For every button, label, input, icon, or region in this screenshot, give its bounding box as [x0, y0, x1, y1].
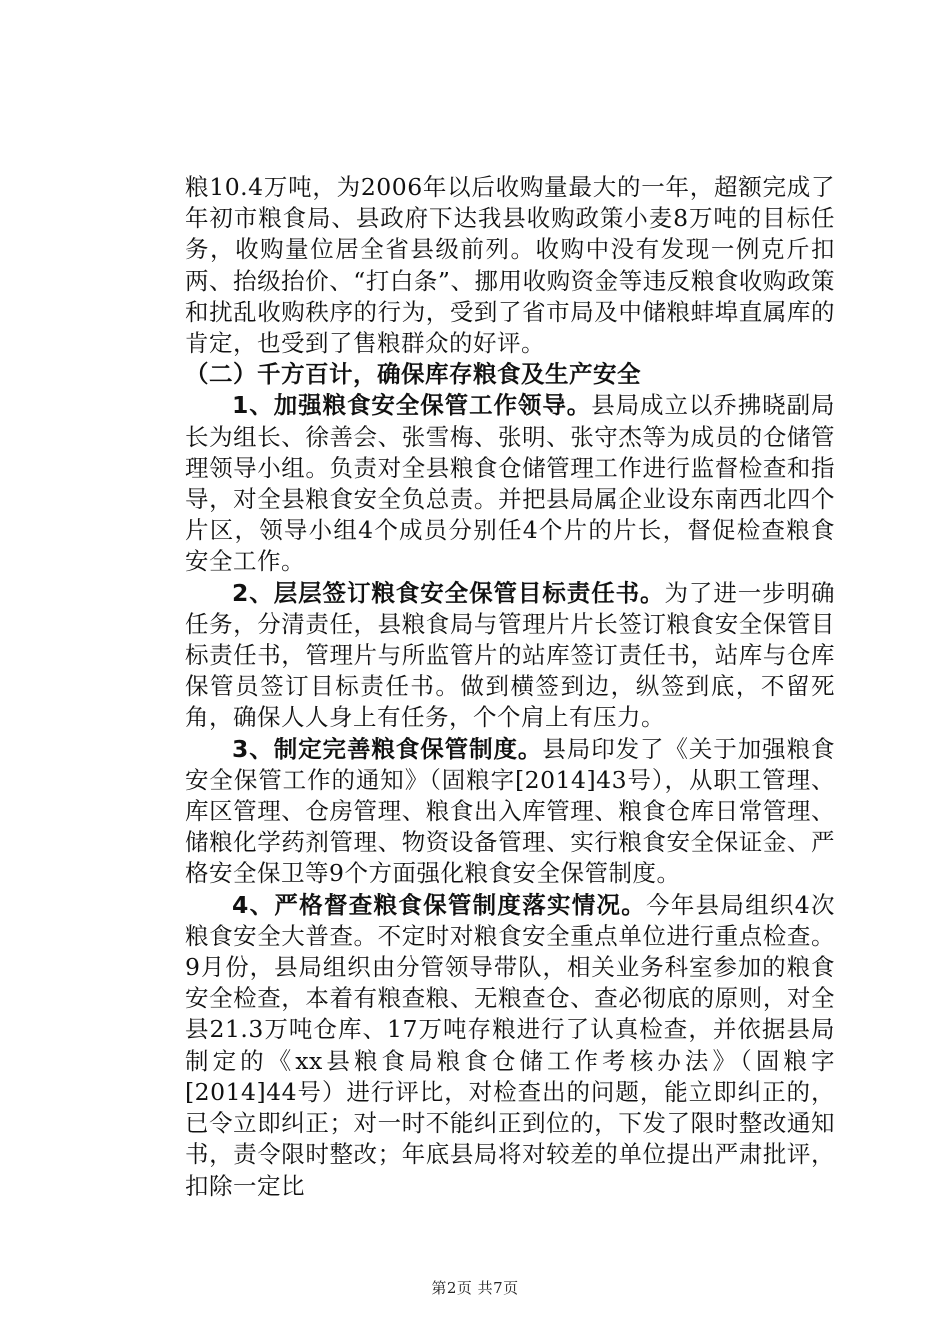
document-body [185, 172, 835, 1202]
item-4-lead: 4、严格督查粮食保管制度落实情况。 [232, 890, 647, 919]
item-2-lead: 2、层层签订粮食安全保管目标责任书。 [232, 578, 665, 607]
item-3-lead: 3、制定完善粮食保管制度。 [232, 734, 543, 763]
item-1-lead: 1、加强粮食安全保管工作领导。 [232, 391, 592, 420]
paragraph-item-4 [185, 890, 835, 1202]
paragraph-item-2 [185, 578, 835, 734]
paragraph-intro: 粮10.4万吨，为2006年以后收购量最大的一年，超额完成了年初市粮食局、县政府下达我县收购政策小麦8万吨的目标任务，收购量位居全省县级前列。收购中没有发现一例克斤扣两、抬级抬价、“打白条”、挪用收购资金等违反粮食收购政策和扰乱收购秩序的行为，受到了省市局及中储粮蚌埠直属库的肯定，也受到了售粮群众的好评。 [185, 173, 835, 358]
paragraph-item-1 [185, 390, 835, 577]
item-1-body: 县局成立以乔拂晓副局长为组长、徐善会、张雪梅、张明、张守杰等为成员的仓储管理领导小组。负责对全县粮食仓储管理工作进行监督检查和指导，对全县粮食安全负总责。并把县局属企业设东南西北四个片区，领导小组4个成员分别任4个片的片长，督促检查粮食安全工作。 [185, 391, 836, 576]
paragraph-item-3 [185, 734, 835, 890]
page-footer: 第2页 共7页 [431, 1279, 519, 1297]
item-2-body: 为了进一步明确任务，分清责任，县粮食局与管理片片长签订粮食安全保管目标责任书，管理片与所监管片的站库签订责任书，站库与仓库保管员签订目标责任书。做到横签到边，纵签到底，不留死角，确保人人身上有任务，个个肩上有压力。 [185, 578, 836, 732]
item-3-body: 县局印发了《关于加强粮食安全保管工作的通知》（固粮字[2014]43号），从职工管理、库区管理、仓房管理、粮食出入库管理、粮食仓库日常管理、储粮化学药剂管理、物资设备管理、实行粮食安全保证金、严格安全保卫等9个方面强化粮食安全保管制度。 [185, 734, 835, 888]
section-heading: （二）千方百计，确保库存粮食及生产安全 [185, 360, 641, 389]
item-4-body: 今年县局组织4次粮食安全大普查。不定时对粮食安全重点单位进行重点检查。9月份，县局组织由分管领导带队，相关业务科室参加的粮食安全检查，本着有粮查粮、无粮查仓、查必彻底的原则，对全县21.3万吨仓库、17万吨存粮进行了认真检查，并依据县局制定的《xx县粮食局粮食仓储工作考核办法》（固粮字[2014]44号）进行评比，对检查出的问题，能立即纠正的，已令立即纠正；对一时不能纠正到位的，下发了限时整改通知书，责令限时整改；年底县局将对较差的单位提出严肃批评，扣除一定比 [185, 890, 835, 1200]
